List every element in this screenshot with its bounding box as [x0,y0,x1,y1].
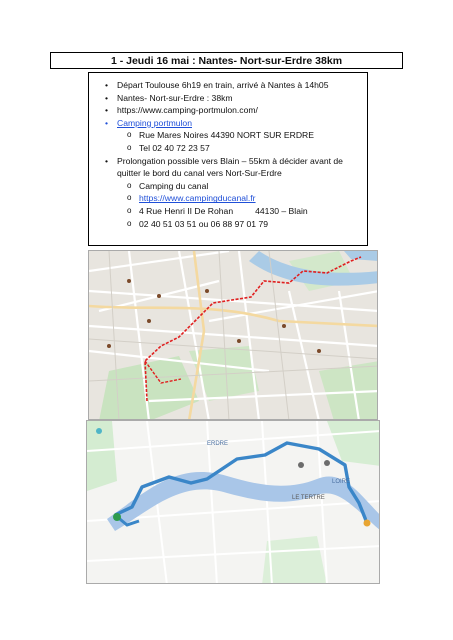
section-title-text: 1 - Jeudi 16 mai : Nantes- Nort-sur-Erdre 38km [110,54,343,67]
section-title [50,52,403,69]
list-item-extension: • Prolongation possible vers Blain – 55km à décider avant de quitter le bord du canal vers Nort-Sur-Erdre [95,155,361,180]
list-item-camping-canal: o Camping du canal [95,180,361,193]
canal-city: 44130 – Blain [255,205,308,216]
list-item-distance: • Nantes- Nort-sur-Erdre : 38km [95,92,361,105]
canal-street: 4 Rue Henri II De Rohan [139,205,234,216]
route-map-svg [87,421,380,584]
map-label-loire: LOIRE [332,479,351,485]
list-item-camping-url: • https://www.camping-portmulon.com/ [95,104,361,117]
list-item-canal-address [95,205,361,218]
list-item-canal-phone: o 02 40 51 03 51 ou 06 88 97 01 79 [95,218,361,231]
list-item-departure: • Départ Toulouse 6h19 en train, arrivé à Nantes à 14h05 [95,79,361,92]
trip-info-list [95,79,361,230]
camping-portmulon-link[interactable]: • Camping portmulon [95,117,361,130]
trip-info-box [88,72,368,246]
camping-canal-link[interactable]: https://www.campingducanal.fr [139,193,256,204]
street-map-svg [89,251,378,420]
nantes-street-map [88,250,378,420]
list-item-canal-url-row [95,192,361,205]
list-item-address: o Rue Mares Noires 44390 NORT SUR ERDRE [95,129,361,142]
map-label-erdre: ERDRE [207,441,229,447]
list-item-phone: o Tel 02 40 72 23 57 [95,142,361,155]
map-label-tertre: LE TERTRE [292,495,325,501]
route-map [86,420,380,584]
